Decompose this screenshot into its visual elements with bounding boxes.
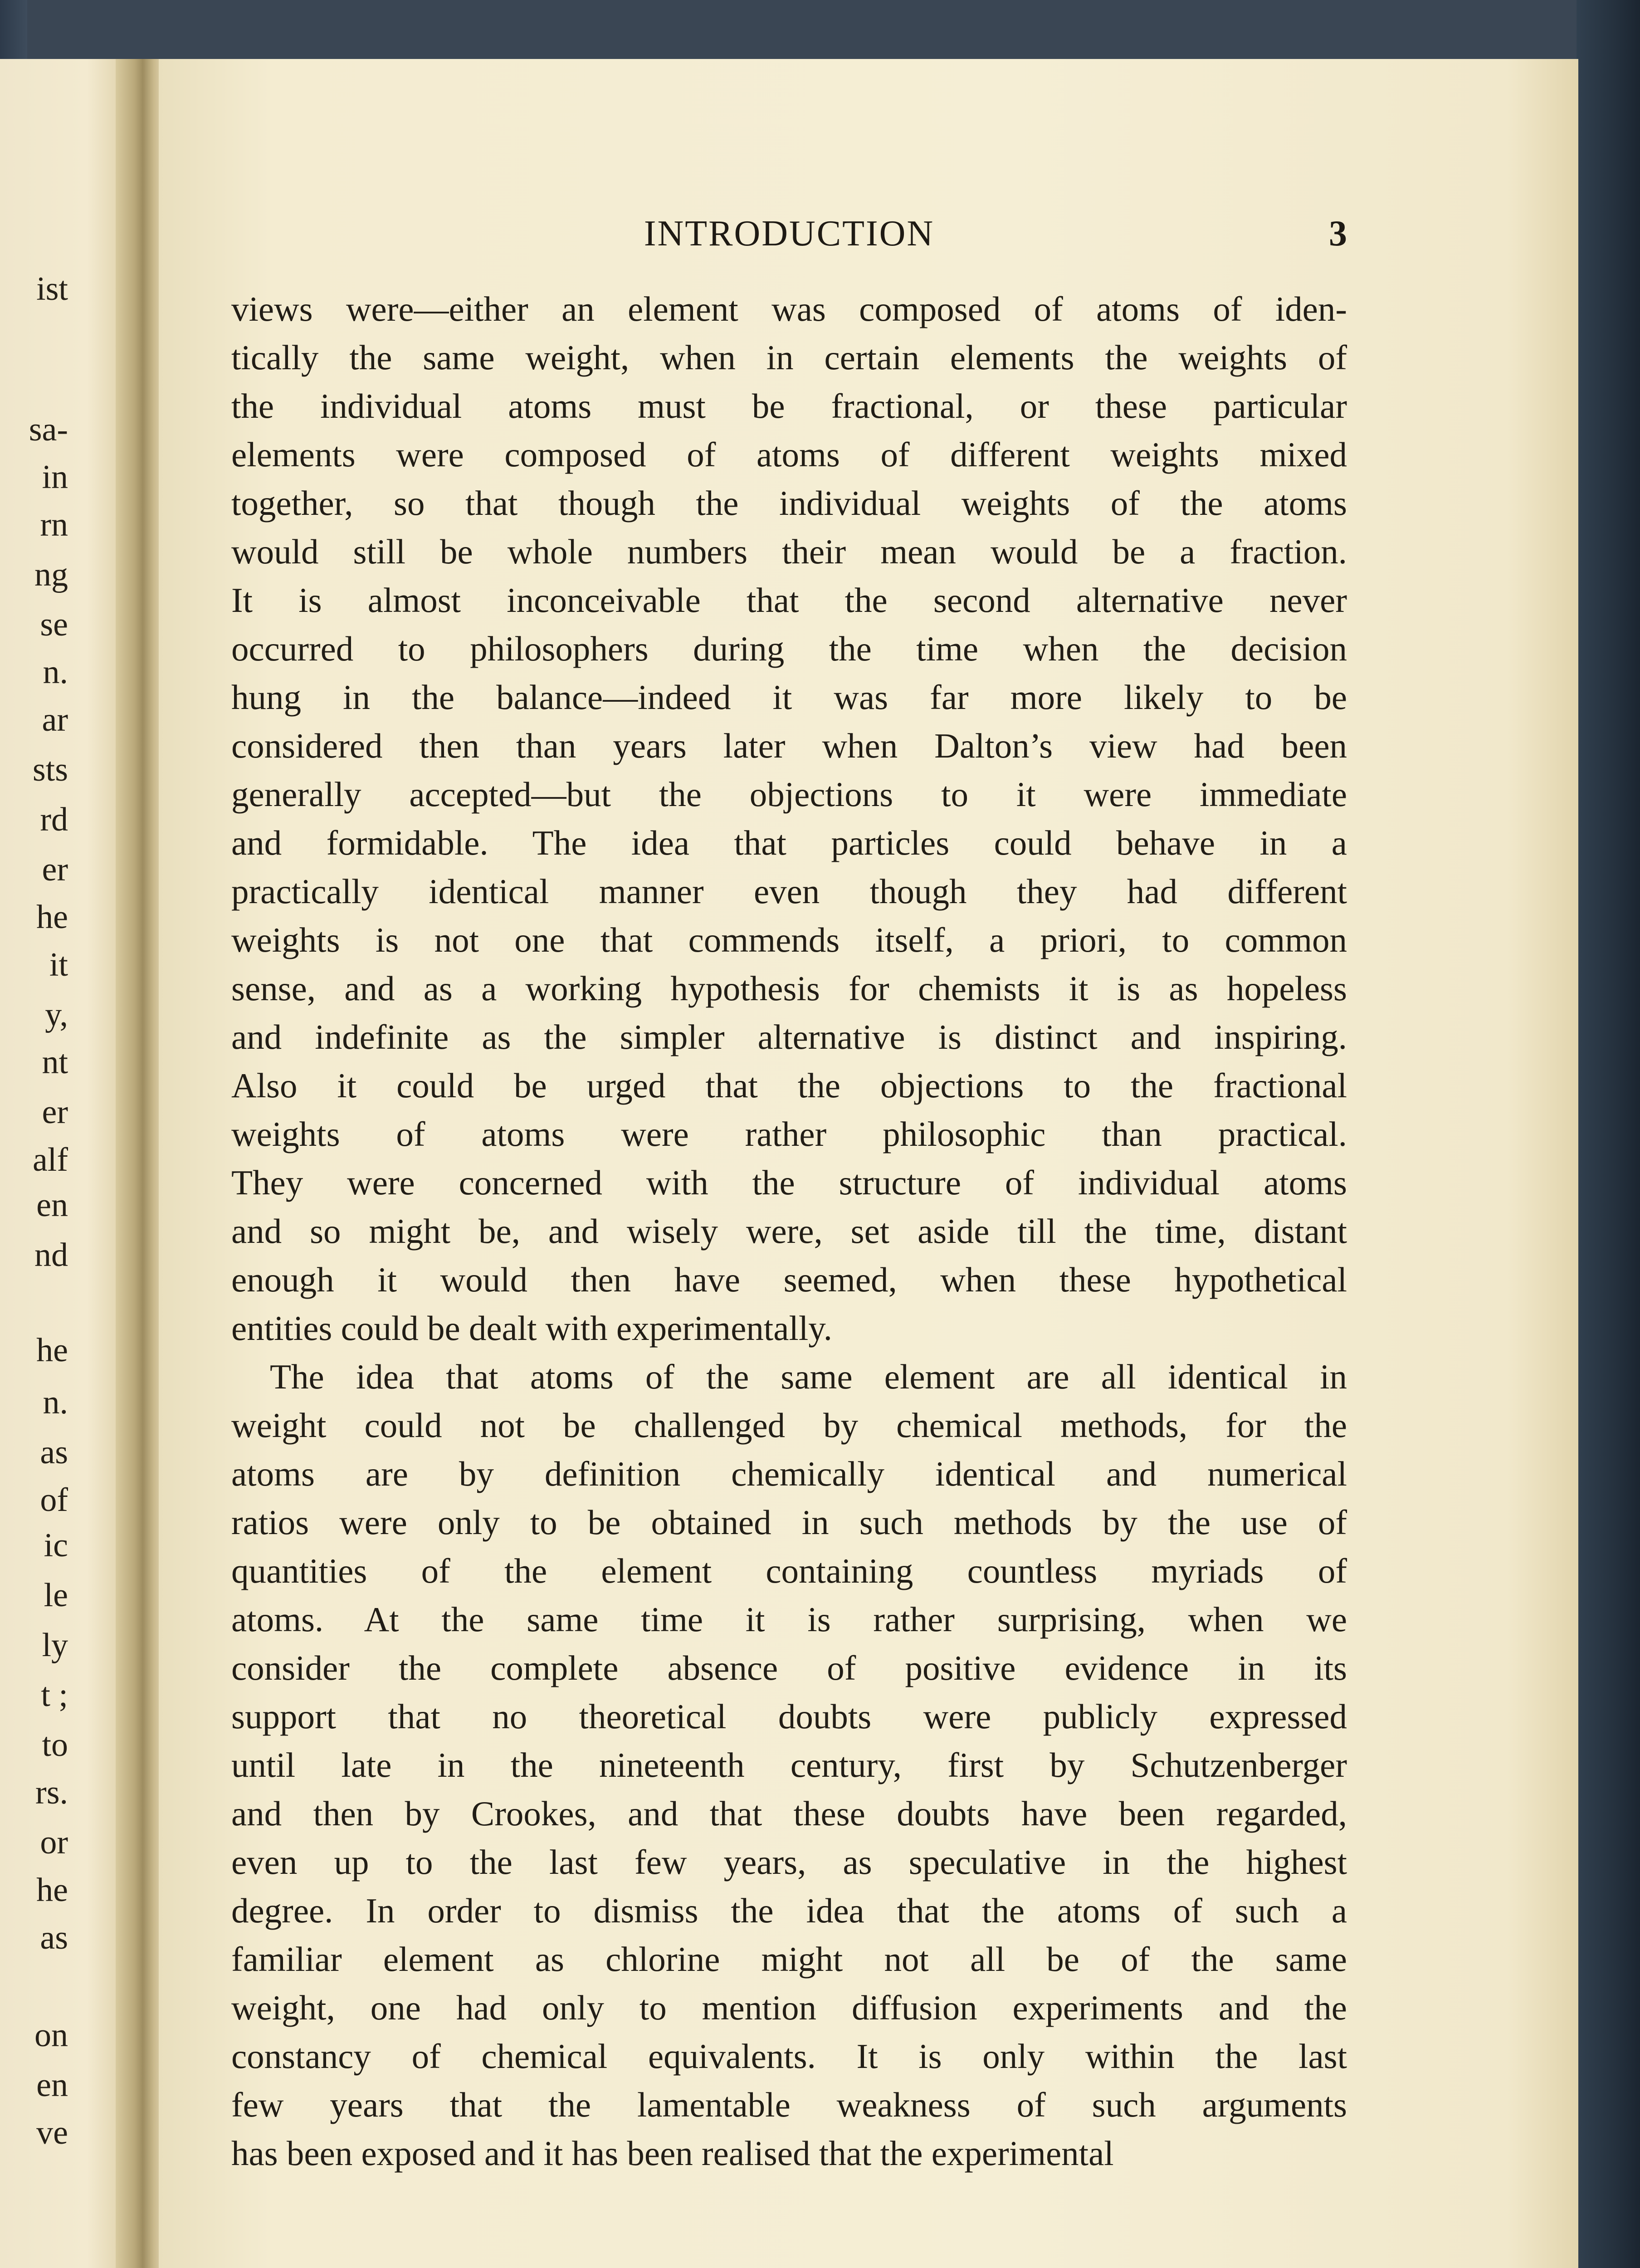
text-line: together, so that though the individual weights of the atoms — [231, 484, 1347, 523]
left-page-text-fragments — [0, 59, 68, 2268]
left-page-fragment: of — [40, 1481, 68, 1519]
text-line: support that no theoretical doubts were publicly expressed — [231, 1697, 1347, 1736]
text-line: consider the complete absence of positive evidence in its — [231, 1648, 1347, 1687]
left-page-fragment: rn — [40, 506, 68, 543]
left-page-fragment: le — [44, 1577, 68, 1614]
text-line: familiar element as chlorine might not all be of the same — [231, 1940, 1347, 1979]
text-line: views were—either an element was composed of atoms of iden- — [231, 289, 1347, 328]
text-line: It is almost inconceivable that the second alternative never — [231, 581, 1347, 620]
text-line: weight, one had only to mention diffusion experiments and the — [231, 1988, 1347, 2027]
text-line: and formidable. The idea that particles could behave in a — [231, 823, 1347, 862]
text-line: entities could be dealt with experimentally. — [231, 1309, 832, 1348]
left-page-fragment: er — [42, 1094, 68, 1131]
text-line: few years that the lamentable weakness of such arguments — [231, 2085, 1347, 2124]
page-header — [231, 211, 1347, 261]
text-line: and indefinite as the simpler alternative is distinct and inspiring. — [231, 1017, 1347, 1056]
left-page-fragment: n. — [43, 654, 68, 691]
text-line: and so might be, and wisely were, set aside till the time, distant — [231, 1212, 1347, 1251]
running-head: INTRODUCTION — [644, 214, 935, 254]
left-page-fragment: ist — [36, 270, 68, 308]
left-page-fragment: sts — [32, 751, 68, 788]
left-page-fragment: en — [36, 2067, 68, 2104]
text-line: considered then than years later when Dalton’s view had been — [231, 726, 1347, 765]
left-page-fragment: as — [40, 1434, 68, 1471]
text-line: Also it could be urged that the objections to the fractional — [231, 1066, 1347, 1105]
text-line: sense, and as a working hypothesis for chemists it is as hopeless — [231, 969, 1347, 1008]
left-page-fragment: ng — [34, 556, 68, 593]
text-line: constancy of chemical equivalents. It is only within the last — [231, 2037, 1347, 2076]
left-page-fragment: en — [36, 1187, 68, 1224]
text-line: elements were composed of atoms of different weights mixed — [231, 435, 1347, 474]
left-facing-page — [0, 59, 125, 2268]
left-page-fragment: in — [42, 459, 68, 496]
left-page-fragment: it — [49, 946, 68, 983]
text-line: and then by Crookes, and that these doubts have been regarded, — [231, 1794, 1347, 1833]
left-page-fragment: as — [40, 1919, 68, 1956]
book-cover-right-edge — [1577, 0, 1640, 2268]
left-page-fragment: to — [42, 1726, 68, 1764]
left-page-fragment: ly — [42, 1627, 68, 1664]
text-line: would still be whole numbers their mean would be a fraction. — [231, 532, 1347, 571]
left-page-fragment: er — [42, 851, 68, 888]
text-line: tically the same weight, when in certain elements the weights of — [231, 338, 1347, 377]
left-page-fragment: he — [36, 899, 68, 936]
text-line: weights is not one that commends itself, a priori, to common — [231, 920, 1347, 959]
page-number: 3 — [1329, 214, 1347, 254]
text-line: degree. In order to dismiss the idea that the atoms of such a — [231, 1891, 1347, 1930]
text-line: ratios were only to be obtained in such methods by the use of — [231, 1503, 1347, 1542]
text-line: hung in the balance—indeed it was far more likely to be — [231, 678, 1347, 717]
text-line: even up to the last few years, as speculative in the highest — [231, 1843, 1347, 1882]
left-page-fragment: sa- — [29, 411, 68, 448]
text-line: quantities of the element containing countless myriads of — [231, 1551, 1347, 1590]
left-page-fragment: nd — [34, 1237, 68, 1274]
text-line: the individual atoms must be fractional, or these particular — [231, 386, 1347, 425]
left-page-fragment: rs. — [35, 1774, 68, 1811]
left-page-fragment: he — [36, 1872, 68, 1909]
text-line: generally accepted—but the objections to it were immediate — [231, 775, 1347, 814]
text-line: practically identical manner even though they had different — [231, 872, 1347, 911]
left-page-fragment: nt — [42, 1044, 68, 1081]
text-line: The idea that atoms of the same element are all identical in — [270, 1357, 1347, 1396]
text-line: atoms are by definition chemically identical and numerical — [231, 1454, 1347, 1493]
text-line: until late in the nineteenth century, first by Schutzenberger — [231, 1745, 1347, 1784]
text-line: occurred to philosophers during the time when the decision — [231, 629, 1347, 668]
left-page-fragment: y, — [45, 996, 68, 1033]
left-page-fragment: ve — [36, 2114, 68, 2151]
body-text — [231, 285, 1347, 2178]
left-page-fragment: alf — [32, 1141, 68, 1178]
text-line: They were concerned with the structure of individual atoms — [231, 1163, 1347, 1202]
left-page-fragment: he — [36, 1332, 68, 1369]
text-line: enough it would then have seemed, when these hypothetical — [231, 1260, 1347, 1299]
left-page-fragment: n. — [43, 1384, 68, 1421]
left-page-fragment: se — [40, 606, 68, 643]
left-page-fragment: ar — [42, 701, 68, 738]
left-page-fragment: rd — [40, 801, 68, 838]
left-page-fragment: t ; — [41, 1677, 68, 1714]
left-page-fragment: ic — [44, 1527, 68, 1564]
text-line: weights of atoms were rather philosophic than practical. — [231, 1114, 1347, 1154]
text-line: has been exposed and it has been realised that the experimental — [231, 2134, 1114, 2173]
left-page-fragment: or — [40, 1824, 68, 1861]
left-page-fragment: on — [34, 2017, 68, 2054]
text-line: weight could not be challenged by chemical methods, for the — [231, 1406, 1347, 1445]
text-line: atoms. At the same time it is rather surprising, when we — [231, 1600, 1347, 1639]
